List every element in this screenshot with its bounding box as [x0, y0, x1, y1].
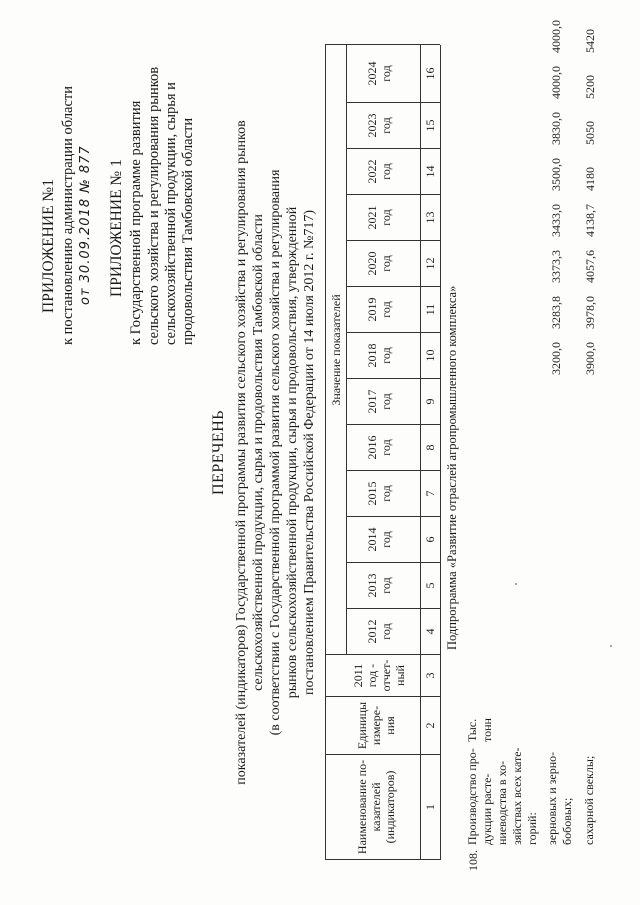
- header-year-2019: 2019: [365, 297, 379, 322]
- scan-speck: [610, 645, 612, 647]
- header-year-2018: 2018: [365, 343, 379, 368]
- col-number: 14: [423, 165, 437, 178]
- col-number: 8: [423, 444, 437, 451]
- col-number: 11: [423, 303, 437, 316]
- grain-2019: 3283,8: [549, 296, 563, 329]
- header-year-2022: 2022: [365, 159, 379, 184]
- header-year-word: год: [379, 301, 393, 318]
- col-number: 3: [423, 672, 437, 679]
- col-number: 10: [423, 349, 437, 362]
- grain-2024: 4000,0: [549, 66, 563, 99]
- header-year-2015: 2015: [365, 481, 379, 506]
- col-number: 2: [423, 722, 437, 729]
- grain-2021: 3433,0: [549, 204, 563, 237]
- subtitle-line-4: рынков сельскохозяйственной продукции, сырья и продовольствия, утвержденной: [285, 206, 300, 699]
- header-year-2020: 2020: [365, 251, 379, 276]
- subtitle-line-3: (в соответствии с Государственной программой развития сельского хозяйства и регулирования: [268, 169, 283, 736]
- header-unit-line1: Единицы: [355, 701, 369, 750]
- row-grain-name-l2: бобовых;: [560, 797, 574, 845]
- sugar-2018: 3900,0: [583, 342, 597, 375]
- row108-unit-l1: Тыс.: [465, 718, 479, 742]
- header-year-word: год: [379, 347, 393, 364]
- header-values: Значение показателей: [329, 294, 343, 406]
- header-year-word: год: [379, 485, 393, 502]
- header-year-word: год: [379, 393, 393, 410]
- row108-unit-l2: тонн: [480, 718, 494, 742]
- header-year-2011-l1: 2011: [351, 663, 365, 688]
- col-number: 4: [423, 628, 437, 635]
- header-year-word: год: [379, 255, 393, 272]
- header-year-2011-l3: отчет-: [379, 659, 393, 692]
- annex-decree-line: к постановлению администрации области: [60, 85, 76, 345]
- appendix-line-3: сельского хозяйства и регулирования рынков: [146, 66, 162, 345]
- header-year-2014: 2014: [365, 527, 379, 552]
- row108-name-l5: горий:: [525, 812, 539, 845]
- col-number: 5: [423, 582, 437, 589]
- document-title: ПЕРЕЧЕНЬ: [210, 410, 227, 495]
- grain-2022: 3500,0: [549, 158, 563, 191]
- header-year-word: год: [379, 577, 393, 594]
- subtitle-line-5: постановлением Правительства Российской Федерации от 14 июля 2012 г. №717): [302, 209, 317, 696]
- sugar-2019: 3978,0: [583, 296, 597, 329]
- col-number: 16: [423, 67, 437, 80]
- col-number: 6: [423, 536, 437, 543]
- row108-name-l3: ниеводства в хо-: [495, 760, 509, 845]
- appendix-line-2: к Государственной программе развития: [128, 100, 144, 345]
- row108-name-l1: Производство про-: [465, 748, 479, 845]
- header-name-line2: казателей: [369, 782, 383, 832]
- col-number: 7: [423, 490, 437, 497]
- handwritten-date-number: от 30.09.2018 № 877: [78, 145, 93, 305]
- sugar-2022: 4180: [583, 167, 597, 191]
- header-year-word: год: [379, 439, 393, 456]
- header-year-2012: 2012: [365, 619, 379, 644]
- grain-extra: 4000,0: [549, 20, 563, 53]
- subtitle-line-1: показателей (индикаторов) Государственной программы развития сельского хозяйства и регулирования рынков: [234, 120, 249, 785]
- header-year-2013: 2013: [365, 573, 379, 598]
- header-year-2023: 2023: [365, 113, 379, 138]
- row-sugar-name: сахарной свеклы;: [582, 755, 596, 845]
- sugar-2023: 5050: [583, 121, 597, 145]
- header-year-word: год: [379, 531, 393, 548]
- header-unit-line2: измере-: [369, 705, 383, 746]
- grain-2018: 3200,0: [549, 342, 563, 375]
- header-year-2011-l2: год -: [365, 663, 379, 688]
- header-name-line1: Наименование по-: [355, 759, 369, 855]
- sugar-2021: 4138,7: [583, 204, 597, 237]
- header-year-word: год: [379, 209, 393, 226]
- header-unit-line3: ния: [383, 716, 397, 735]
- row-number-108: 108.: [466, 850, 480, 871]
- scan-speck: [515, 583, 517, 585]
- col-number: 13: [423, 211, 437, 224]
- header-name-line3: (индикаторов): [383, 770, 397, 844]
- col-number: 1: [423, 804, 437, 810]
- header-year-word: год: [379, 65, 393, 82]
- header-year-2021: 2021: [365, 205, 379, 230]
- col-number: 15: [423, 119, 437, 132]
- header-year-2016: 2016: [365, 435, 379, 460]
- header-year-word: год: [379, 163, 393, 180]
- row-grain-name-l1: зерновых и зерно-: [545, 751, 559, 845]
- header-year-word: год: [379, 623, 393, 640]
- sugar-2024: 5200: [583, 75, 597, 99]
- header-year-2017: 2017: [365, 389, 379, 414]
- header-year-2024: 2024: [365, 61, 379, 86]
- appendix-line-4: сельскохозяйственной продукции, сырья и: [163, 82, 179, 345]
- grain-2023: 3830,0: [549, 112, 563, 145]
- grain-2020: 3373,3: [549, 250, 563, 283]
- sugar-extra: 5420: [583, 29, 597, 53]
- subtitle-line-2: сельскохозяйственной продукции, сырья и продовольствия Тамбовской области: [251, 214, 266, 691]
- sugar-2020: 4057,6: [583, 250, 597, 283]
- col-number: 9: [423, 398, 437, 405]
- row108-name-l2: дукции расте-: [480, 773, 494, 845]
- subprogram-title: Подпрограмма «Развитие отраслей агропромышленного комплекса»: [445, 285, 459, 650]
- header-year-word: год: [379, 117, 393, 134]
- row108-name-l4: зяйствах всех кате-: [510, 747, 524, 845]
- col-number: 12: [423, 257, 437, 270]
- annex-title: ПРИЛОЖЕНИЕ №1: [40, 179, 57, 313]
- appendix-title: ПРИЛОЖЕНИЕ № 1: [108, 159, 125, 297]
- appendix-line-5: продовольствия Тамбовской области: [180, 117, 196, 345]
- header-year-2011-l4: ный: [393, 665, 407, 686]
